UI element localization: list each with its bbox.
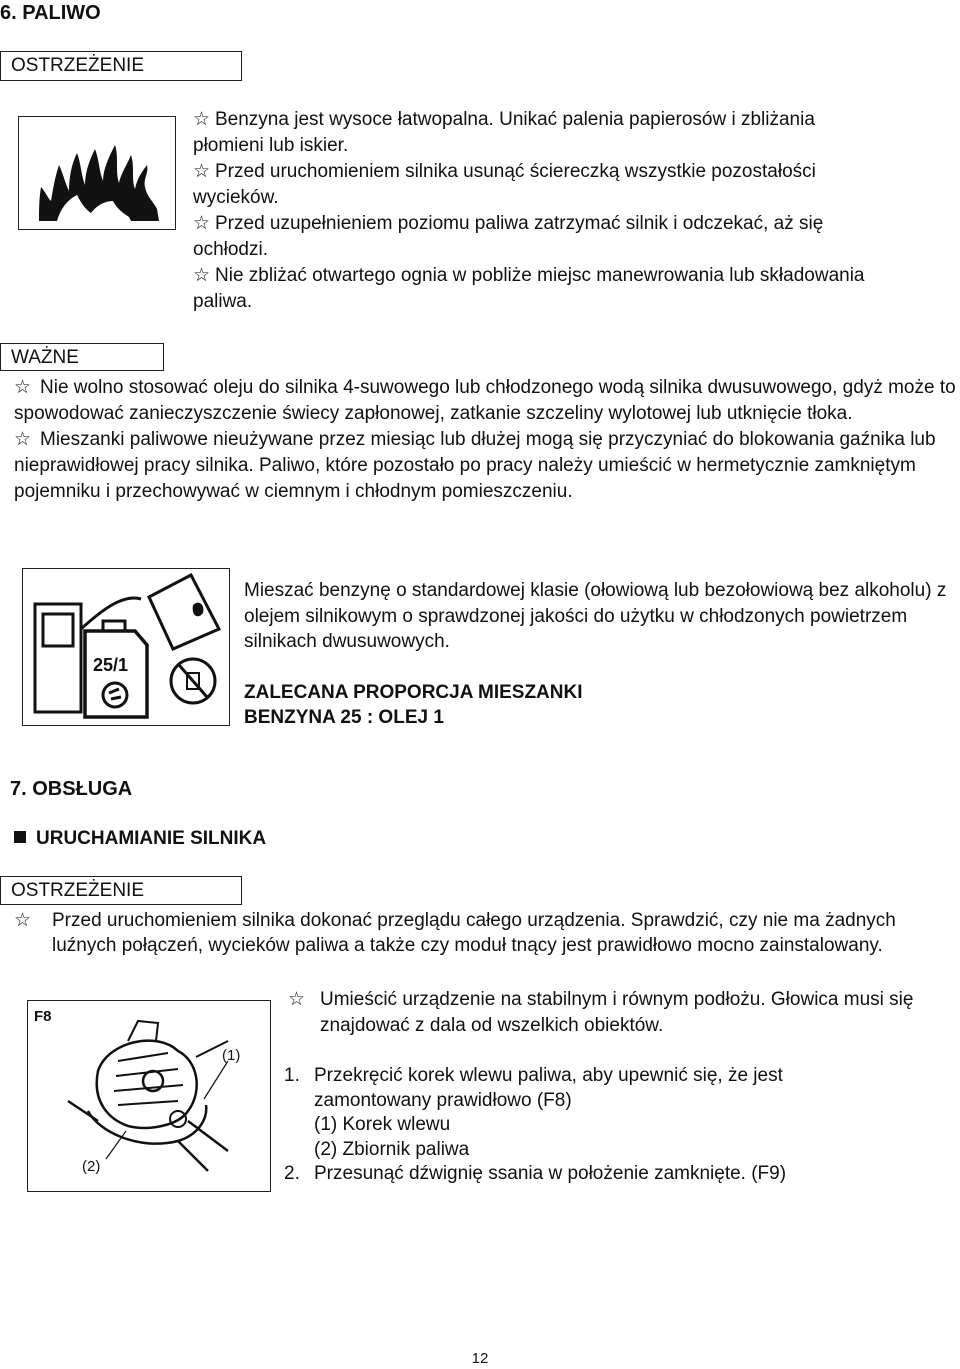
important-paragraph-1: ☆ Nie wolno stosować oleju do silnika 4-suwowego lub chłodzonego wodą silnika dwusuwowego, gdyż może to spowodować zanieczyszczenie świecy zapłonowej, zatkanie szczeliny wylotowej lub utknięcie tłoka. (14, 377, 956, 424)
warning-item-cont: paliwa. (193, 291, 253, 312)
important-label: WAŻNE (11, 347, 79, 368)
important-paragraph-2: ☆ Mieszanki paliwowe nieużywane przez miesiąc lub dłużej mogą się przyczyniać do blokowania gaźnika lub nieprawidłowej pracy silnika. Paliwo, które pozostało po pracy należy umieścić w hermetycznie zamkniętym pojemniku i przechowywać w ciemnym i chłodnym pomieszczeniu. (14, 429, 936, 502)
fuel-mix-illustration (22, 568, 230, 726)
subsection-title: URUCHAMIANIE SILNIKA (14, 828, 266, 850)
important-label-box (0, 343, 164, 371)
star-bullet-icon: ☆ (288, 989, 306, 1010)
step-item-1: 1. Przekręcić korek wlewu paliwa, aby upewnić się, że jest zamontowany prawidłowo (F8) (1) Korek wlewu (2) Zbiornik paliwa (284, 1064, 944, 1162)
warning-item: ☆ Nie zbliżać otwartego ognia w pobliże miejsc manewrowania lub składowania (193, 263, 960, 289)
warning-item: ☆ Przed uzupełnieniem poziomu paliwa zatrzymać silnik i odczekać, aż się (193, 211, 960, 237)
callout-1: (1) (222, 1047, 241, 1064)
can-ratio-label: 25/1 (93, 655, 129, 675)
callout-2: (2) (82, 1158, 101, 1175)
warning-label-box-2 (0, 876, 242, 905)
star-bullet-icon: ☆ (193, 265, 211, 286)
warning-item: ☆ Benzyna jest wysoce łatwopalna. Unikać palenia papierosów i zbliżania (193, 107, 960, 133)
step-item-2: 2. Przesunąć dźwignię ssania w położenie zamknięte. (F9) (284, 1162, 944, 1187)
pre-start-check: Przed uruchomieniem silnika dokonać przeglądu całego urządzenia. Sprawdzić, czy nie ma żadnych luźnych połączeń, wycieków paliwa a także czy moduł tnący jest prawidłowo mocno zainstalowany. (52, 910, 896, 956)
warning-item: ☆ Przed uruchomieniem silnika usunąć ściereczką wszystkie pozostałości (193, 159, 960, 185)
warning-item-cont: płomieni lub iskier. (193, 135, 349, 156)
figure-f8 (27, 1000, 271, 1192)
star-bullet-icon: ☆ (14, 910, 32, 931)
steps-list (284, 1064, 944, 1187)
step-number: 1. (284, 1065, 300, 1086)
square-bullet-icon (14, 831, 26, 843)
ratio-title: ZALECANA PROPORCJA MIESZANKI (244, 682, 583, 703)
section-title-operation: 7. OBSŁUGA (10, 778, 133, 800)
important-text (14, 375, 958, 505)
warning-label-2: OSTRZEŻENIE (11, 880, 145, 901)
flame-icon (19, 117, 174, 228)
section-title-fuel: 6. PALIWO (0, 2, 101, 24)
flammable-pictogram (18, 116, 176, 230)
placement-instruction: Umieścić urządzenie na stabilnym i równym podłożu. Głowica musi się znajdować z dala od wszelkich obiektów. (320, 989, 914, 1036)
figure-label: F8 (34, 1008, 52, 1025)
star-bullet-icon: ☆ (193, 109, 211, 130)
warning-list (193, 107, 960, 315)
star-bullet-icon: ☆ (193, 161, 211, 182)
warning-item-cont: wycieków. (193, 187, 279, 208)
warning-label-box (0, 51, 242, 81)
star-bullet-icon: ☆ (193, 213, 211, 234)
step-number: 2. (284, 1163, 300, 1184)
ratio-value: BENZYNA 25 : OLEJ 1 (244, 707, 444, 728)
star-bullet-icon: ☆ (14, 377, 32, 398)
warning-label: OSTRZEŻENIE (11, 55, 145, 76)
star-bullet-icon: ☆ (14, 429, 32, 450)
mix-instructions: Mieszać benzynę o standardowej klasie (ołowiową lub bezołowiową bez alkoholu) z olejem silnikowym o sprawdzonej jakości do użytku w chłodzonych powietrzem silnikach dwusuwowych. (244, 580, 947, 652)
page-number: 12 (471, 1350, 489, 1367)
warning-item-cont: ochłodzi. (193, 239, 268, 260)
